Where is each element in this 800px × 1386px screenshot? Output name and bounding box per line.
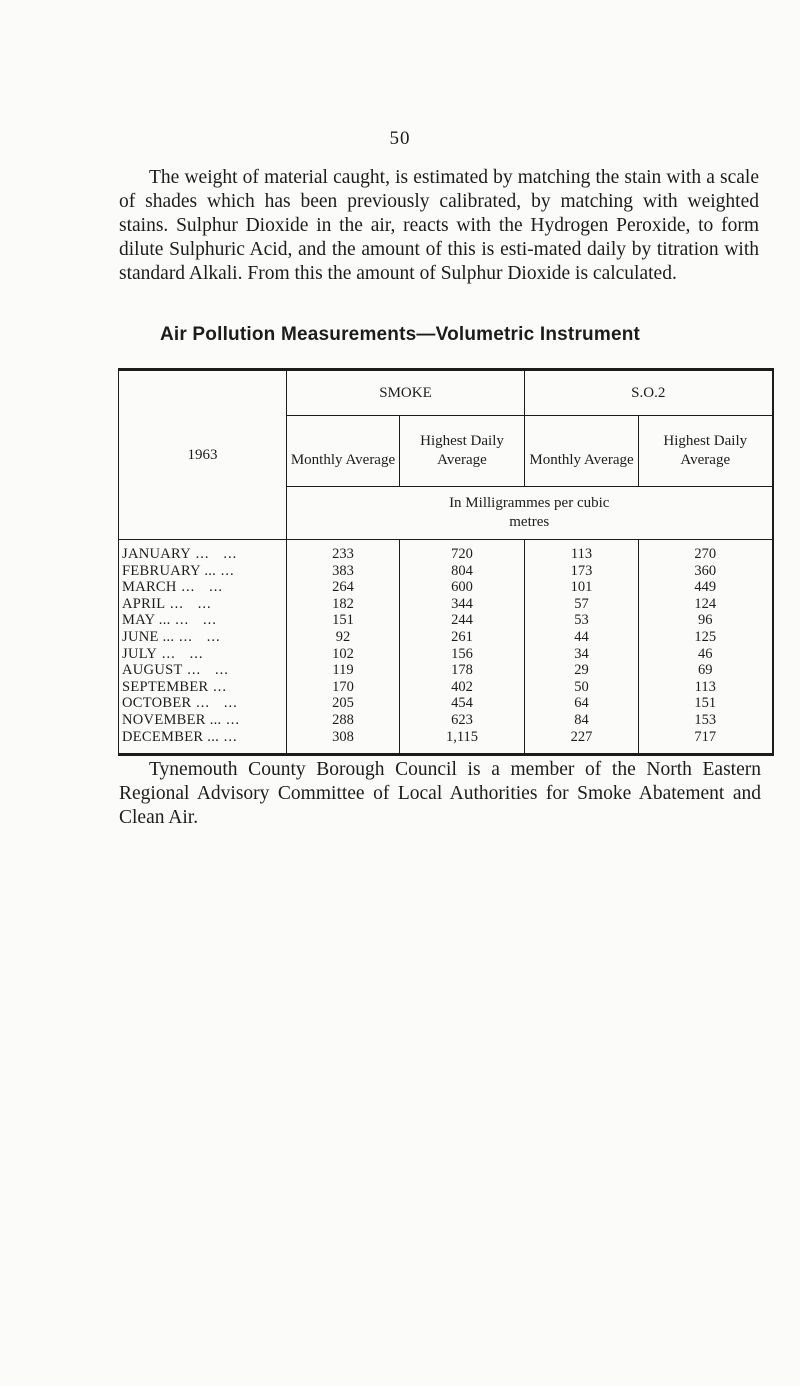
so2-monthly-cell: 34 [525, 646, 639, 663]
so2-highest-cell: 46 [639, 646, 773, 663]
so2-highest-cell: 96 [639, 612, 773, 629]
table-title: Air Pollution Measurements—Volumetric Instrument [159, 324, 641, 345]
month-cell [119, 579, 287, 596]
smoke-monthly-cell: 119 [287, 662, 400, 679]
table-row [119, 695, 773, 712]
table-row [119, 712, 773, 729]
closing-paragraph: Tynemouth County Borough Council is a member of the North Eastern Regional Advisory Committee of Local Authorities for Smoke Abatement and Clean Air. [119, 759, 761, 828]
so2-monthly-cell: 44 [525, 629, 639, 646]
table-row [119, 563, 773, 580]
so2-highest-cell: 151 [639, 695, 773, 712]
air-pollution-table [118, 368, 774, 756]
month-cell [119, 612, 287, 629]
month-cell [119, 679, 287, 696]
month-cell [119, 695, 287, 712]
leader-dots: ... ... [191, 695, 238, 712]
table-row [119, 679, 773, 696]
smoke-monthly-cell: 264 [287, 579, 400, 596]
so2-monthly-cell: 227 [525, 729, 639, 755]
month-cell [119, 629, 287, 646]
leader-dots: ... [216, 562, 235, 579]
leader-dots: ... ... [157, 645, 204, 662]
smoke-highest-cell: 244 [400, 612, 525, 629]
smoke-monthly-cell: 182 [287, 596, 400, 613]
smoke-monthly-cell: 151 [287, 612, 400, 629]
month-label: JANUARY [122, 546, 191, 562]
table-row [119, 612, 773, 629]
table-row [119, 629, 773, 646]
so2-highest-cell: 717 [639, 729, 773, 755]
smoke-highest-cell: 720 [400, 540, 525, 563]
so2-monthly-cell: 29 [525, 662, 639, 679]
month-cell [119, 596, 287, 613]
smoke-highest-cell: 804 [400, 563, 525, 580]
month-label: JULY [122, 645, 158, 662]
table-row [119, 662, 773, 679]
leader-dots: ... [208, 678, 227, 695]
table-row [119, 646, 773, 663]
smoke-highest-cell: 402 [400, 679, 525, 696]
smoke-highest-cell: 623 [400, 712, 525, 729]
table-row [119, 596, 773, 613]
so2-monthly-cell: 84 [525, 712, 639, 729]
so2-highest-cell: 270 [639, 540, 773, 563]
leader-dots: ... ... [176, 579, 223, 596]
table-body [119, 540, 773, 755]
smoke-highest-header: Highest Daily Average [400, 416, 525, 487]
so2-highest-cell: 113 [639, 679, 773, 696]
table-row [119, 540, 773, 563]
so2-highest-cell: 125 [639, 629, 773, 646]
leader-dots: ... [221, 711, 240, 728]
table-row [119, 729, 773, 755]
month-cell [119, 646, 287, 663]
smoke-monthly-cell: 383 [287, 563, 400, 580]
smoke-monthly-cell: 288 [287, 712, 400, 729]
so2-highest-cell: 69 [639, 662, 773, 679]
month-cell [119, 563, 287, 580]
month-cell [119, 729, 287, 755]
smoke-monthly-cell: 92 [287, 629, 400, 646]
smoke-monthly-header: Monthly Average [287, 416, 400, 487]
smoke-highest-cell: 454 [400, 695, 525, 712]
month-label: SEPTEMBER [122, 678, 209, 695]
smoke-monthly-cell: 233 [287, 540, 400, 563]
so2-monthly-cell: 113 [525, 540, 639, 563]
month-label: APRIL [122, 595, 166, 612]
so2-monthly-cell: 64 [525, 695, 639, 712]
smoke-highest-cell: 156 [400, 646, 525, 663]
month-label: FEBRUARY ... [122, 562, 217, 579]
month-label: DECEMBER ... [122, 728, 220, 745]
unit-header: In Milligrammes per cubic metres [287, 487, 773, 540]
table-row [119, 579, 773, 596]
smoke-highest-cell: 178 [400, 662, 525, 679]
leader-dots: ... [219, 728, 238, 745]
so2-monthly-cell: 53 [525, 612, 639, 629]
so2-monthly-cell: 50 [525, 679, 639, 696]
smoke-monthly-cell: 205 [287, 695, 400, 712]
month-label: MAY ... [122, 612, 171, 629]
so2-highest-cell: 360 [639, 563, 773, 580]
smoke-group-header: SMOKE [287, 370, 525, 416]
page-number: 50 [389, 128, 411, 149]
smoke-highest-cell: 600 [400, 579, 525, 596]
leader-dots: ... ... [165, 595, 212, 612]
month-label: MARCH [122, 579, 177, 596]
month-label: OCTOBER [122, 695, 192, 712]
intro-paragraph: The weight of material caught, is estimated by matching the stain with a scale of shades which has been previously calibrated, by matching with weighted stains. Sulphur Dioxide in the air, reacts with the Hydrogen Peroxide, to form dilute Sulphuric Acid, and the amount of this is esti-mated daily by titration with standard Alkali. From this the amount of Sulphur Dioxide is calculated. [119, 167, 759, 284]
smoke-highest-cell: 261 [400, 629, 525, 646]
month-label: AUGUST [122, 662, 183, 679]
smoke-monthly-cell: 308 [287, 729, 400, 755]
leader-dots: ... ... [174, 628, 221, 645]
month-cell [119, 662, 287, 679]
so2-highest-cell: 449 [639, 579, 773, 596]
so2-monthly-header: Monthly Average [525, 416, 639, 487]
so2-highest-cell: 124 [639, 596, 773, 613]
leader-dots: ... ... [182, 662, 229, 679]
so2-monthly-cell: 173 [525, 563, 639, 580]
smoke-highest-cell: 344 [400, 596, 525, 613]
year-header: 1963 [119, 370, 287, 540]
month-label: JUNE ... [122, 628, 175, 645]
smoke-monthly-cell: 170 [287, 679, 400, 696]
so2-monthly-cell: 101 [525, 579, 639, 596]
month-cell [119, 712, 287, 729]
smoke-monthly-cell: 102 [287, 646, 400, 663]
so2-monthly-cell: 57 [525, 596, 639, 613]
leader-dots: ... ... [190, 546, 238, 562]
so2-highest-cell: 153 [639, 712, 773, 729]
so2-group-header: S.O.2 [525, 370, 773, 416]
so2-highest-header: Highest Daily Average [639, 416, 773, 487]
month-cell [119, 540, 287, 563]
month-label: NOVEMBER ... [122, 711, 222, 728]
smoke-highest-cell: 1,115 [400, 729, 525, 755]
leader-dots: ... ... [170, 612, 217, 629]
